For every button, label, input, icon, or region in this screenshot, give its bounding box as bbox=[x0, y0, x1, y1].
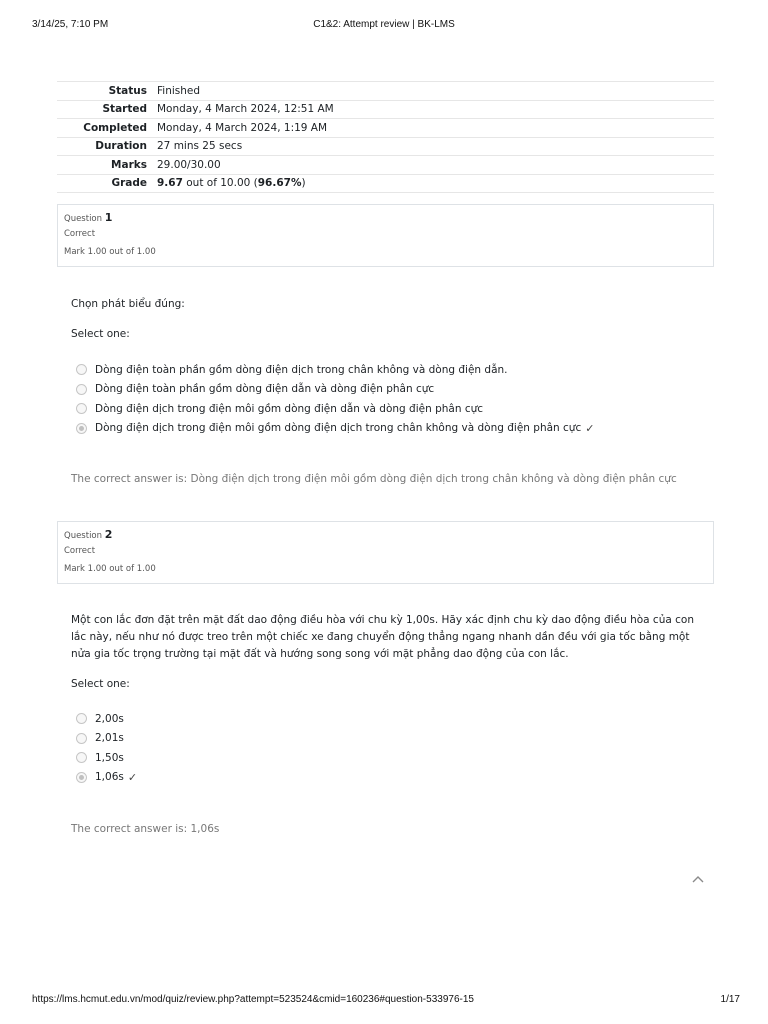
print-page-number: 1/17 bbox=[720, 994, 740, 1005]
answer-label: Dòng điện toàn phần gồm dòng điện dịch trong chân không và dòng điện dẫn. bbox=[95, 363, 508, 376]
radio-button[interactable] bbox=[76, 364, 87, 375]
answer-option[interactable] bbox=[76, 380, 594, 400]
radio-button[interactable] bbox=[76, 403, 87, 414]
summary-value: Monday, 4 March 2024, 1:19 AM bbox=[157, 121, 328, 134]
right-answer: The correct answer is: 1,06s bbox=[71, 823, 220, 835]
grade-out-of: out of 10.00 ( bbox=[182, 177, 258, 190]
summary-value bbox=[157, 174, 714, 193]
right-answer: The correct answer is: Dòng điện dịch trong điện môi gồm dòng điện dịch trong chân không và dòng điện phân cực bbox=[71, 473, 677, 485]
answer-label: 1,50s bbox=[95, 751, 124, 764]
select-one-prompt: Select one: bbox=[71, 678, 130, 690]
summary-row-completed bbox=[57, 119, 714, 138]
answer-label: Dòng điện dịch trong điện môi gồm dòng điện dịch trong chân không và dòng điện phân cực bbox=[95, 422, 582, 435]
summary-label: Duration bbox=[95, 140, 147, 153]
attempt-summary-table bbox=[57, 81, 714, 193]
summary-value: Monday, 4 March 2024, 12:51 AM bbox=[157, 103, 334, 116]
summary-row-started bbox=[57, 100, 714, 119]
answer-option-selected[interactable] bbox=[76, 768, 137, 788]
grade-close: ) bbox=[301, 177, 306, 190]
answer-option-selected[interactable] bbox=[76, 419, 594, 439]
grade-score: 9.67 bbox=[157, 177, 183, 190]
question-state: Correct bbox=[64, 229, 96, 239]
answer-label: Dòng điện dịch trong điện môi gồm dòng điện dẫn và dòng điện phân cực bbox=[95, 402, 484, 415]
answer-option[interactable] bbox=[76, 748, 137, 768]
answer-option[interactable] bbox=[76, 399, 594, 419]
answer-option[interactable] bbox=[76, 729, 137, 749]
summary-label: Marks bbox=[111, 158, 147, 171]
question-grade: Mark 1.00 out of 1.00 bbox=[64, 564, 156, 574]
summary-row-status bbox=[57, 82, 714, 101]
summary-value: 27 mins 25 secs bbox=[157, 140, 243, 153]
question-text: Chọn phát biểu đúng: bbox=[71, 298, 185, 310]
radio-button[interactable] bbox=[76, 384, 87, 395]
radio-button-selected[interactable] bbox=[76, 423, 87, 434]
chevron-up-icon-svg bbox=[691, 873, 705, 887]
print-header bbox=[32, 19, 736, 33]
check-icon: ✓ bbox=[127, 770, 138, 784]
summary-label: Completed bbox=[83, 121, 147, 134]
radio-button[interactable] bbox=[76, 733, 87, 744]
print-page-title: C1&2: Attempt review | BK-LMS bbox=[313, 19, 455, 30]
question-number bbox=[64, 528, 707, 543]
question-label: Question bbox=[64, 214, 103, 224]
answer-option[interactable] bbox=[76, 360, 594, 380]
summary-row-grade bbox=[57, 174, 714, 193]
summary-label: Status bbox=[108, 84, 147, 97]
chevron-up-icon[interactable] bbox=[691, 873, 705, 887]
radio-button[interactable] bbox=[76, 713, 87, 724]
answer-label: Dòng điện toàn phần gồm dòng điện dẫn và dòng điện phân cực bbox=[95, 383, 435, 396]
answer-options bbox=[76, 360, 594, 438]
answer-label: 2,00s bbox=[95, 712, 124, 725]
summary-value: 29.00/30.00 bbox=[157, 158, 221, 171]
question-info-box bbox=[57, 521, 714, 584]
summary-value: Finished bbox=[157, 84, 201, 97]
print-footer bbox=[32, 994, 740, 1008]
question-number-value: 1 bbox=[104, 211, 113, 224]
summary-label: Grade bbox=[111, 177, 147, 190]
summary-label: Started bbox=[102, 103, 147, 116]
question-state: Correct bbox=[64, 546, 96, 556]
check-icon: ✓ bbox=[585, 421, 595, 435]
print-url: https://lms.hcmut.edu.vn/mod/quiz/review.php?attempt=523524&cmid=160236#question-533976-15 bbox=[32, 994, 474, 1005]
answer-option[interactable] bbox=[76, 709, 137, 729]
question-text: Một con lắc đơn đặt trên mặt đất dao động điều hòa với chu kỳ 1,00s. Hãy xác định chu kỳ dao động điều hòa của con lắc này, nếu như nó được treo trên một chiếc xe đang chuyển động thẳng ngang nhanh dần đều với gia tốc bằng một nửa gia tốc trọng trường tại mặt đất và hướng song song với mặt phẳng dao động của con lắc. bbox=[71, 614, 694, 660]
radio-button[interactable] bbox=[76, 752, 87, 763]
question-label: Question bbox=[64, 531, 103, 541]
question-number-value: 2 bbox=[104, 528, 113, 541]
radio-button-selected[interactable] bbox=[76, 772, 87, 783]
answer-label: 2,01s bbox=[95, 732, 124, 745]
answer-label: 1,06s bbox=[95, 771, 124, 784]
select-one-prompt: Select one: bbox=[71, 328, 130, 340]
grade-percent: 96.67% bbox=[257, 177, 302, 190]
question-info-box bbox=[57, 204, 714, 267]
summary-row-duration bbox=[57, 137, 714, 156]
question-number bbox=[64, 211, 707, 226]
summary-row-marks bbox=[57, 156, 714, 175]
print-datetime: 3/14/25, 7:10 PM bbox=[32, 19, 109, 30]
answer-options bbox=[76, 709, 137, 787]
question-grade: Mark 1.00 out of 1.00 bbox=[64, 247, 156, 257]
